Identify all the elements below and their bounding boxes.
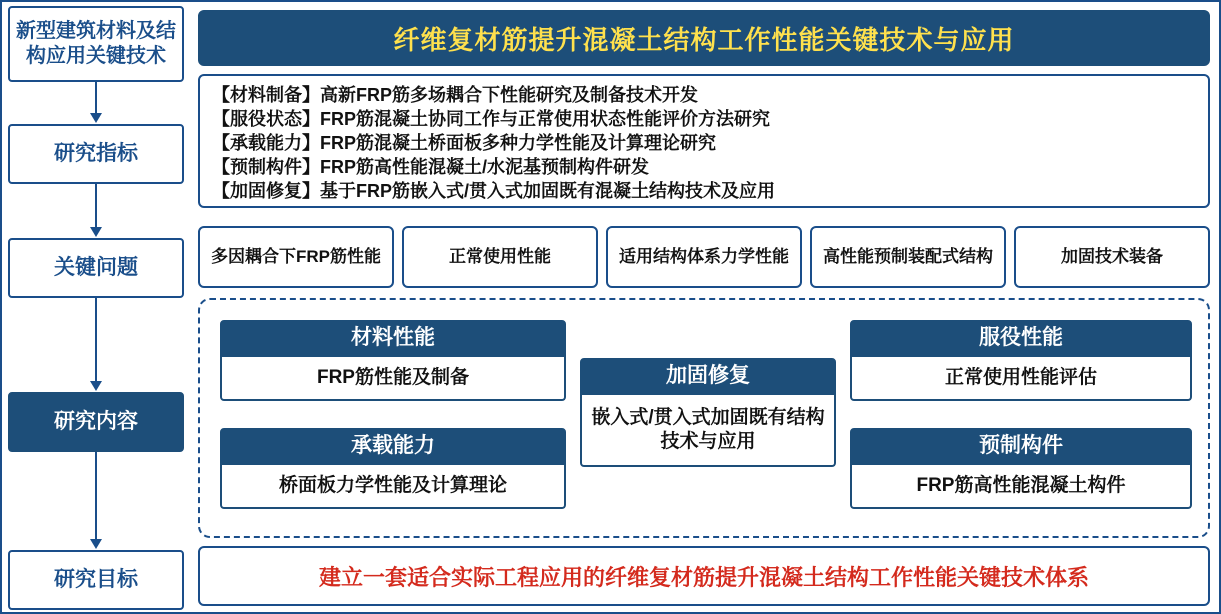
key-question-box: 适用结构体系力学性能 [606,226,802,288]
content-card-strengthening-repair [580,358,836,467]
flow-arrow-2 [95,184,97,228]
card-title: 材料性能 [220,320,566,357]
card-title: 承载能力 [220,428,566,465]
card-text: 桥面板力学性能及计算理论 [220,465,566,509]
card-text: FRP筋高性能混凝土构件 [850,465,1192,509]
content-card-load-capacity [220,428,566,509]
content-card-material-performance [220,320,566,401]
indicator-line: 【承载能力】FRP筋混凝土桥面板多种力学性能及计算理论研究 [212,133,716,153]
indicator-line: 【材料制备】高新FRP筋多场耦合下性能研究及制备技术开发 [212,85,698,105]
card-title: 加固修复 [580,358,836,395]
card-title: 预制构件 [850,428,1192,465]
key-question-box: 正常使用性能 [402,226,598,288]
stage-box-research-goal: 研究目标 [8,550,184,610]
content-card-service-performance [850,320,1192,401]
card-text: 嵌入式/贯入式加固既有结构技术与应用 [580,395,836,467]
flow-arrow-4 [95,452,97,540]
indicator-line: 【服役状态】FRP筋混凝土协同工作与正常使用状态性能评价方法研究 [212,109,770,129]
key-question-box: 多因耦合下FRP筋性能 [198,226,394,288]
key-question-box: 加固技术装备 [1014,226,1210,288]
research-indicator-panel [198,74,1210,208]
stage-box-topic: 新型建筑材料及结构应用关键技术 [8,6,184,82]
research-content-panel [198,298,1210,538]
card-title: 服役性能 [850,320,1192,357]
diagram-title: 纤维复材筋提升混凝土结构工作性能关键技术与应用 [198,10,1210,66]
card-text: FRP筋性能及制备 [220,357,566,401]
stage-box-key-questions: 关键问题 [8,238,184,298]
key-question-row [198,226,1210,288]
stage-column [8,6,184,610]
stage-box-research-indicator: 研究指标 [8,124,184,184]
content-card-precast-member [850,428,1192,509]
flow-arrow-3 [95,298,97,382]
key-question-box: 高性能预制装配式结构 [810,226,1006,288]
indicator-line: 【加固修复】基于FRP筋嵌入式/贯入式加固既有混凝土结构技术及应用 [212,181,775,201]
research-goal-bar: 建立一套适合实际工程应用的纤维复材筋提升混凝土结构工作性能关键技术体系 [198,546,1210,606]
stage-box-research-content: 研究内容 [8,392,184,452]
flow-arrow-1 [95,82,97,114]
indicator-line: 【预制构件】FRP筋高性能混凝土/水泥基预制构件研发 [212,157,649,177]
card-text: 正常使用性能评估 [850,357,1192,401]
